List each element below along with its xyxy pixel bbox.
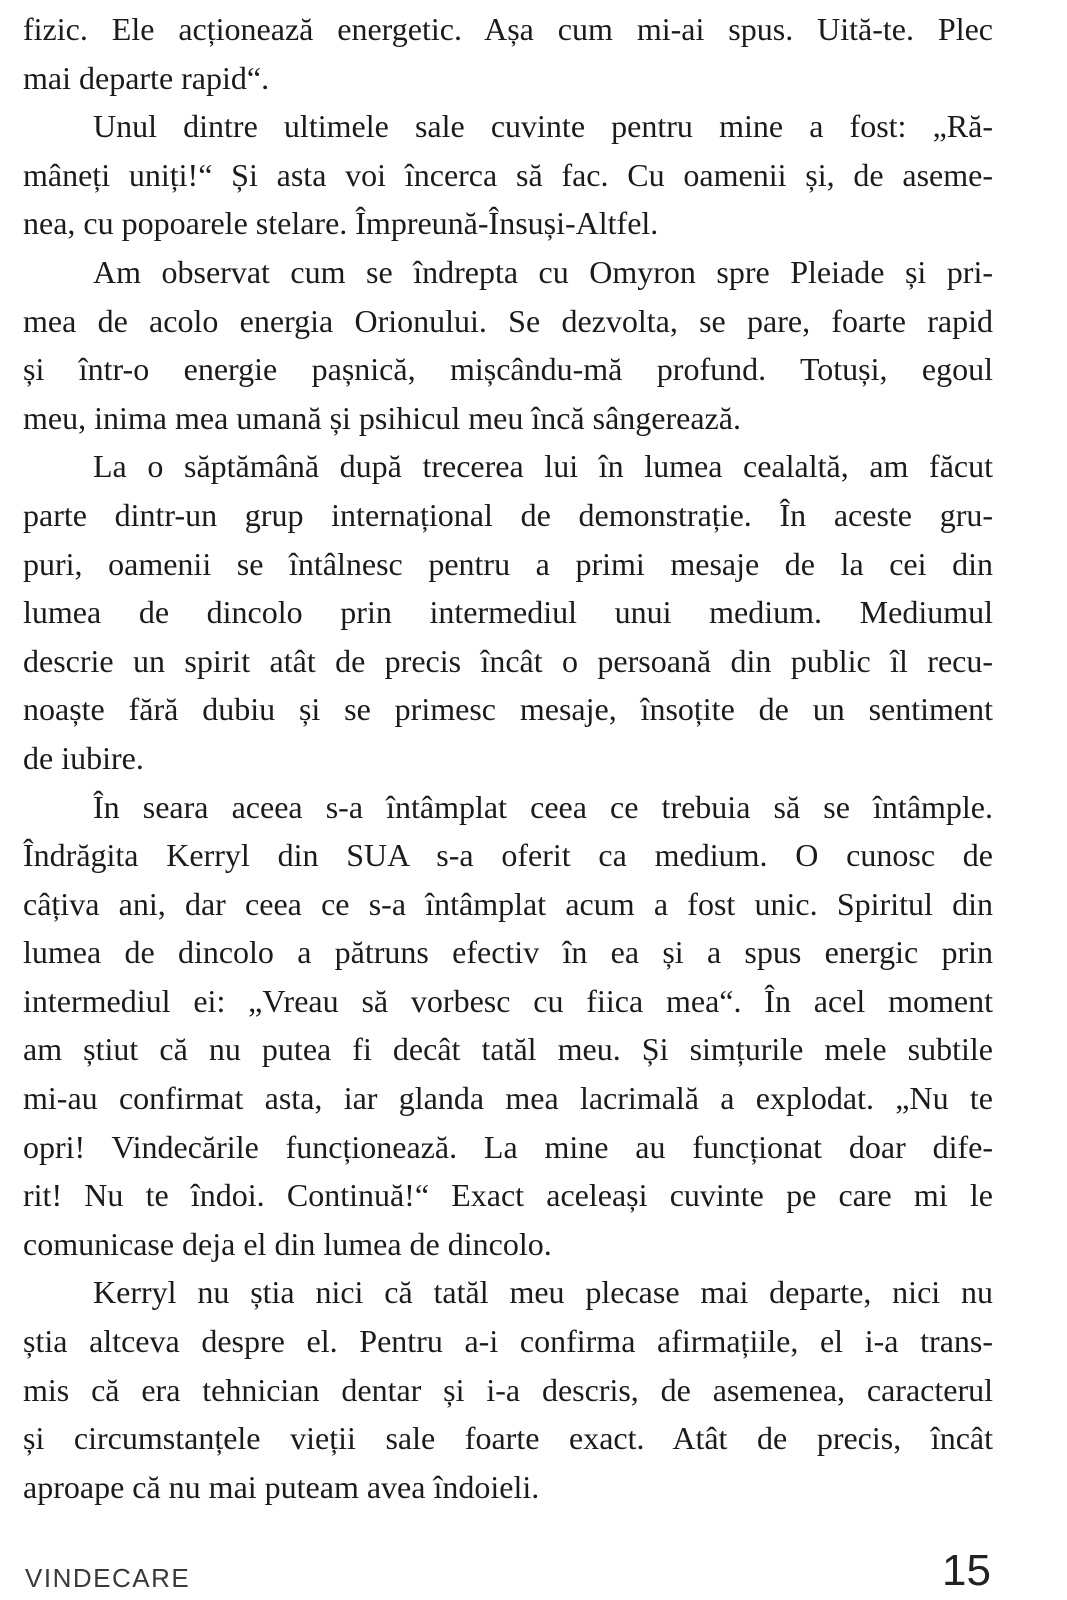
text-line: Am observat cum se îndrepta cu Omyron spre Pleiade și pri- bbox=[93, 253, 993, 290]
text-line: meu, inima mea umană și psihicul meu încă sângerează. bbox=[23, 399, 741, 436]
text-line: parte dintr-un grup internațional de demonstrație. În aceste gru- bbox=[23, 496, 993, 533]
text-line: și circumstanțele vieții sale foarte exact. Atât de precis, încât bbox=[23, 1420, 993, 1457]
text-line: Kerryl nu știa nici că tatăl meu plecase mai departe, nici nu bbox=[93, 1274, 993, 1311]
text-line: mâneți uniți!“ Și asta voi încerca să fac. Cu oamenii și, de aseme- bbox=[23, 156, 993, 193]
text-line: aproape că nu mai puteam avea îndoieli. bbox=[23, 1468, 540, 1505]
text-line: și într-o energie pașnică, mișcându-mă profund. Totuși, egoul bbox=[23, 351, 993, 388]
text-line: de iubire. bbox=[23, 739, 144, 776]
text-line: Îndrăgita Kerryl din SUA s-a oferit ca medium. O cunosc de bbox=[23, 837, 993, 874]
text-line: câțiva ani, dar ceea ce s-a întâmplat acum a fost unic. Spiritul din bbox=[23, 885, 993, 922]
page-number: 15 bbox=[942, 1546, 991, 1595]
body-text bbox=[23, 5, 993, 1511]
text-line: noaște fără dubiu și se primesc mesaje, însoțite de un sentiment bbox=[23, 691, 993, 728]
text-line: puri, oamenii se întâlnesc pentru a primi mesaje de la cei din bbox=[23, 545, 993, 582]
text-line: mai departe rapid“. bbox=[23, 59, 270, 96]
text-line: Unul dintre ultimele sale cuvinte pentru mine a fost: „Ră- bbox=[93, 108, 993, 145]
text-line: comunicase deja el din lumea de dincolo. bbox=[23, 1225, 552, 1262]
text-line: rit! Nu te îndoi. Continuă!“ Exact aceleași cuvinte pe care mi le bbox=[23, 1177, 993, 1214]
text-line: La o săptămână după trecerea lui în lumea cealaltă, am făcut bbox=[93, 448, 993, 485]
text-line: lumea de dincolo prin intermediul unui medium. Mediumul bbox=[23, 594, 993, 631]
text-line: mi-au confirmat asta, iar glanda mea lacrimală a explodat. „Nu te bbox=[23, 1080, 993, 1117]
text-line: știa altceva despre el. Pentru a-i confirma afirmațiile, el i-a trans- bbox=[23, 1323, 993, 1360]
text-line: mis că era tehnician dentar și i-a descris, de asemenea, caracterul bbox=[23, 1371, 993, 1408]
text-line: am știut că nu putea fi decât tatăl meu. Și simțurile mele subtile bbox=[23, 1031, 993, 1068]
text-line: mea de acolo energia Orionului. Se dezvolta, se pare, foarte rapid bbox=[23, 302, 993, 339]
text-line: nea, cu popoarele stelare. Împreună-Însuși-Altfel. bbox=[23, 205, 659, 242]
text-line: opri! Vindecările funcționează. La mine au funcționat doar dife- bbox=[23, 1128, 993, 1165]
text-line: lumea de dincolo a pătruns efectiv în ea și a spus energic prin bbox=[23, 934, 993, 971]
running-footer-title: VINDECARE bbox=[25, 1563, 191, 1593]
text-line: intermediul ei: „Vreau să vorbesc cu fiica mea“. În acel moment bbox=[23, 982, 993, 1019]
text-line: descrie un spirit atât de precis încât o persoană din public îl recu- bbox=[23, 642, 993, 679]
text-line: În seara aceea s-a întâmplat ceea ce trebuia să se întâmple. bbox=[93, 788, 993, 825]
text-line: fizic. Ele acționează energetic. Așa cum mi-ai spus. Uită-te. Plec bbox=[23, 11, 993, 47]
